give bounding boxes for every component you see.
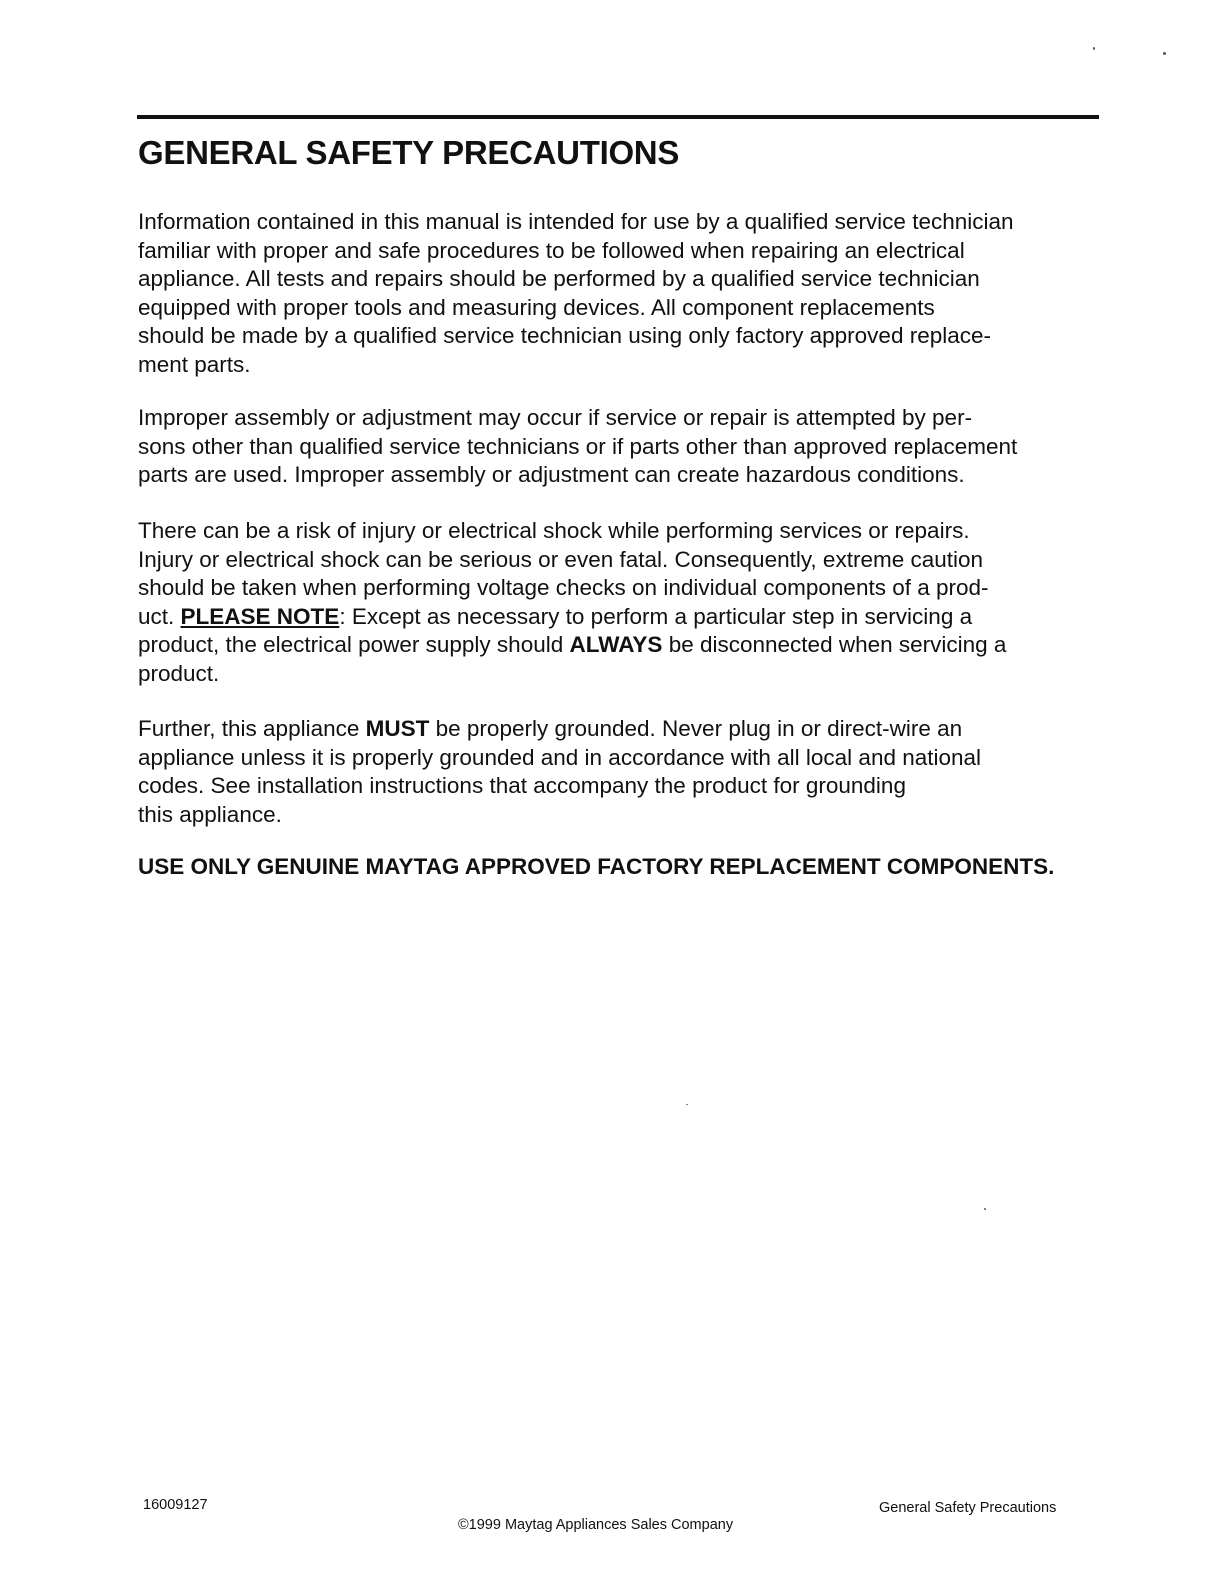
text-segment: Further, this appliance: [138, 716, 366, 741]
text-segment: : Except as necessary to perform a particular step in servicing a: [339, 603, 973, 629]
improper-assembly-paragraph: [138, 404, 1098, 490]
grounding-paragraph: [138, 715, 1098, 829]
scan-speck: [1093, 47, 1095, 50]
text-line: this appliance.: [138, 801, 282, 827]
text-line: should be taken when performing voltage checks on individual components of a prod-: [138, 575, 989, 600]
scan-speck: [686, 1104, 688, 1105]
must-emphasis: MUST: [365, 716, 430, 741]
please-note-label: PLEASE NOTE: [180, 603, 340, 629]
text-segment: product, the electrical power supply should: [138, 632, 570, 657]
text-line: There can be a risk of injury or electrical shock while performing services or repairs.: [138, 518, 970, 543]
shock-risk-paragraph: [138, 517, 1098, 688]
text-segment: be disconnected when servicing a: [662, 632, 1007, 657]
text-line: Injury or electrical shock can be serious or even fatal. Consequently, extreme caution: [138, 546, 984, 572]
text-line: Improper assembly or adjustment may occur if service or repair is attempted by per-: [138, 405, 973, 430]
text-line: codes. See installation instructions that accompany the product for grounding: [138, 773, 906, 798]
text-line: parts are used. Improper assembly or adjustment can create hazardous conditions.: [138, 462, 965, 487]
text-line: [138, 715, 1098, 744]
text-line: [138, 603, 1098, 632]
text-line: appliance unless it is properly grounded and in accordance with all local and national: [138, 744, 982, 770]
page-title: GENERAL SAFETY PRECAUTIONS: [138, 134, 680, 171]
text-line: Information contained in this manual is intended for use by a qualified service technician: [138, 209, 1014, 234]
text-line: product.: [138, 660, 220, 686]
header-rule: [137, 115, 1099, 119]
copyright-notice: ©1999 Maytag Appliances Sales Company: [458, 1517, 734, 1533]
scan-speck: [984, 1208, 986, 1210]
scan-speck: [1163, 52, 1166, 55]
document-number: 16009127: [143, 1497, 208, 1513]
text-line: appliance. All tests and repairs should be performed by a qualified service technician: [138, 266, 980, 291]
genuine-parts-notice: USE ONLY GENUINE MAYTAG APPROVED FACTORY REPLACEMENT COMPONENTS.: [138, 854, 1055, 879]
intro-paragraph: [138, 208, 1098, 379]
text-line: ment parts.: [138, 351, 251, 377]
text-line: equipped with proper tools and measuring devices. All component replacements: [138, 294, 935, 320]
text-line: should be made by a qualified service technician using only factory approved replace-: [138, 323, 992, 348]
footer-section-title: General Safety Precautions: [879, 1500, 1057, 1516]
text-segment: be properly grounded. Never plug in or direct-wire an: [429, 716, 963, 741]
text-segment: uct.: [138, 603, 181, 629]
text-line: sons other than qualified service technicians or if parts other than approved replacement: [138, 433, 1018, 459]
always-emphasis: ALWAYS: [569, 632, 663, 657]
text-line: [138, 631, 1098, 660]
text-line: familiar with proper and safe procedures to be followed when repairing an electrical: [138, 237, 965, 263]
